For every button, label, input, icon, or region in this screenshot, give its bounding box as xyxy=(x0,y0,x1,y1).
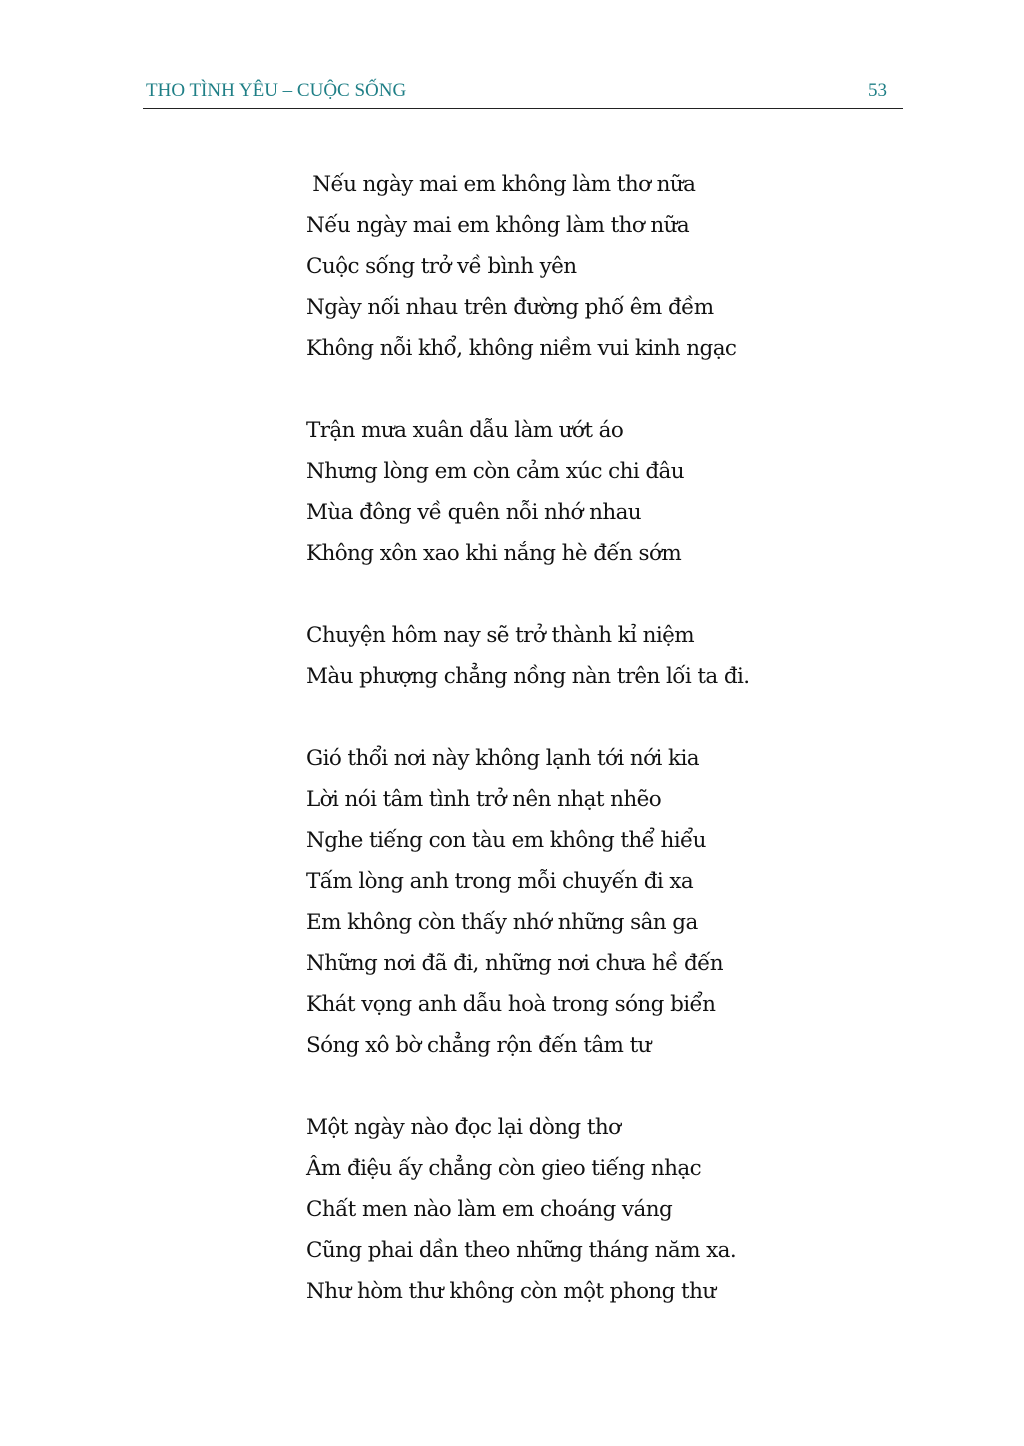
poem-line: Gió thổi nơi này không lạnh tới nới kia xyxy=(306,746,699,771)
poem-line: Lời nói tâm tình trở nên nhạt nhẽo xyxy=(306,787,662,812)
stanza xyxy=(306,615,906,697)
poem-line: Cuộc sống trở về bình yên xyxy=(306,254,577,279)
poem-line: Như hòm thư không còn một phong thư xyxy=(306,1279,716,1304)
running-header xyxy=(143,78,903,109)
poem-line: Mùa đông về quên nỗi nhớ nhau xyxy=(306,500,642,525)
poem-line: Những nơi đã đi, những nơi chưa hề đến xyxy=(306,951,723,976)
stanza xyxy=(306,410,906,574)
poem-line: Ngày nối nhau trên đường phố êm đềm xyxy=(306,295,714,320)
stanza xyxy=(306,1107,906,1312)
page-number: 53 xyxy=(868,80,887,101)
poem-line: Khát vọng anh dẫu hoà trong sóng biển xyxy=(306,992,716,1017)
running-header-title: THO TÌNH YÊU – CUỘC SỐNG xyxy=(146,80,407,101)
stanza xyxy=(306,164,906,369)
poem-line: Tấm lòng anh trong mỗi chuyến đi xa xyxy=(306,869,694,894)
poem-body xyxy=(306,164,906,1353)
poem-line: Không nỗi khổ, không niềm vui kinh ngạc xyxy=(306,336,737,361)
poem-line: Nếu ngày mai em không làm thơ nữa xyxy=(306,213,690,238)
poem-line: Trận mưa xuân dẫu làm ướt áo xyxy=(306,418,624,443)
poem-line: Nghe tiếng con tàu em không thể hiểu xyxy=(306,828,706,853)
poem-line: Nếu ngày mai em không làm thơ nữa xyxy=(306,172,696,197)
poem-line: Không xôn xao khi nắng hè đến sớm xyxy=(306,541,682,566)
stanza xyxy=(306,738,906,1066)
poem-line: Một ngày nào đọc lại dòng thơ xyxy=(306,1115,621,1140)
poem-line: Nhưng lòng em còn cảm xúc chi đâu xyxy=(306,459,684,484)
poem-line: Cũng phai dần theo những tháng năm xa. xyxy=(306,1238,737,1263)
poem-line: Âm điệu ấy chẳng còn gieo tiếng nhạc xyxy=(306,1156,702,1181)
poem-line: Em không còn thấy nhớ những sân ga xyxy=(306,910,698,935)
poem-line: Sóng xô bờ chẳng rộn đến tâm tư xyxy=(306,1033,651,1058)
poem-line: Chuyện hôm nay sẽ trở thành kỉ niệm xyxy=(306,623,695,648)
poem-line: Màu phượng chẳng nồng nàn trên lối ta đi. xyxy=(306,664,750,689)
poem-line: Chất men nào làm em choáng váng xyxy=(306,1197,673,1222)
